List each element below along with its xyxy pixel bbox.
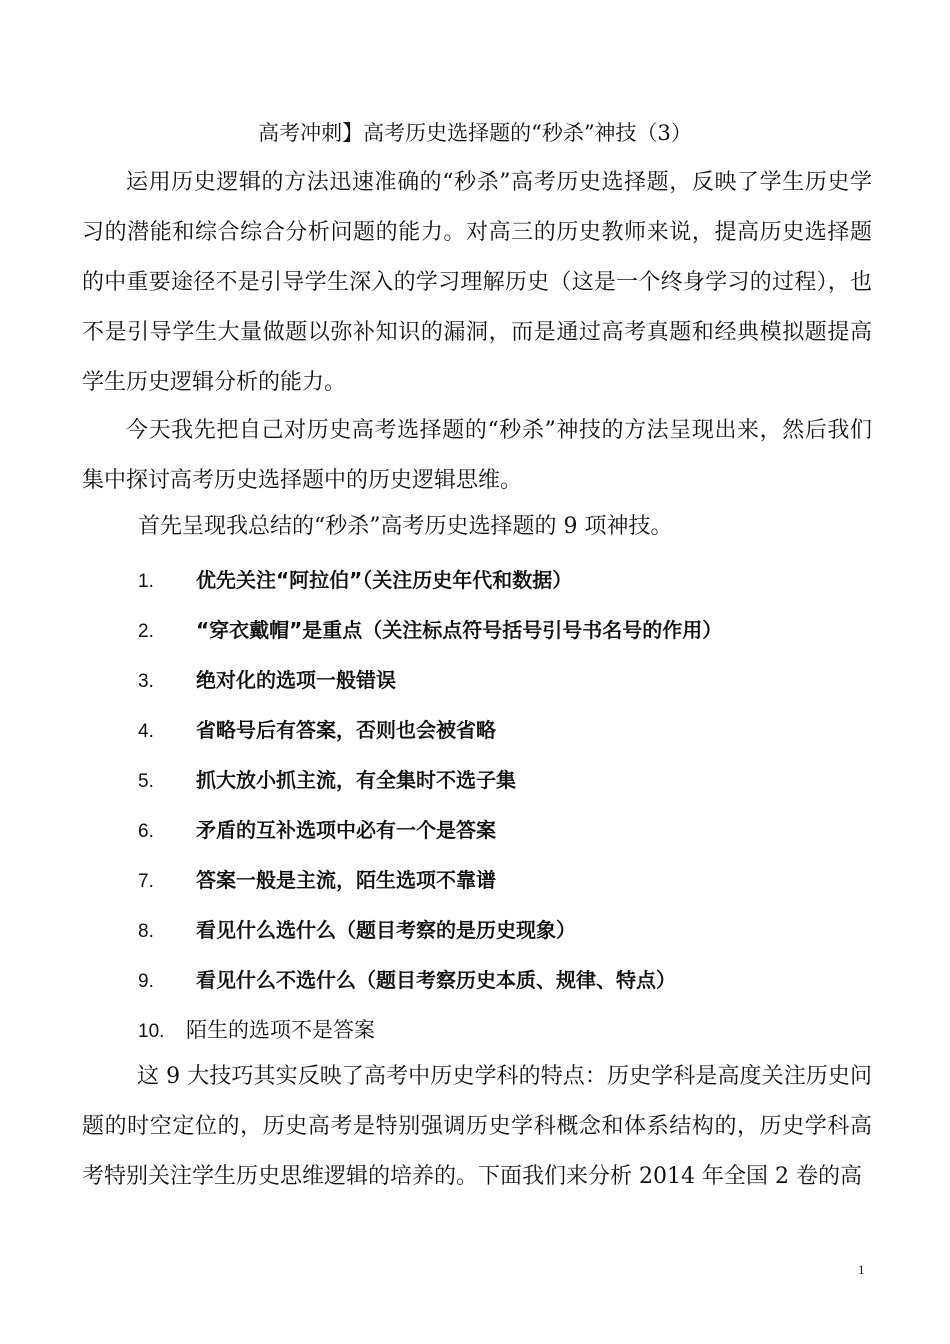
- page-number: 1: [858, 1262, 865, 1277]
- list-item-text: 抓大放小抓主流，有全集时不选子集: [196, 768, 516, 792]
- list-item: [138, 555, 878, 605]
- list-item: [138, 755, 878, 805]
- list-item-text: 矛盾的互补选项中必有一个是答案: [196, 818, 496, 842]
- list-item: [138, 955, 878, 1005]
- list-item-text: 省略号后有答案，否则也会被省略: [196, 718, 496, 742]
- list-item: [138, 1005, 878, 1055]
- list-item-number: 2.: [138, 621, 154, 642]
- list-item: [138, 905, 878, 955]
- tips-list: [138, 555, 878, 1055]
- list-item-text: 陌生的选项不是答案: [186, 1018, 375, 1042]
- list-item-number: 8.: [138, 921, 154, 942]
- list-item-number: 6.: [138, 821, 154, 842]
- list-item-number: 1.: [138, 571, 154, 592]
- list-item: [138, 805, 878, 855]
- list-item: [138, 655, 878, 705]
- list-item-number: 9.: [138, 971, 154, 992]
- list-item-number: 5.: [138, 771, 154, 792]
- paragraph-method: 今天我先把自己对历史高考选择题的“秒杀”神技的方法呈现出来，然后我们集中探讨高考历史选择题中的历史逻辑思维。: [82, 418, 872, 493]
- list-item-number: 4.: [138, 721, 154, 742]
- list-item-text: 绝对化的选项一般错误: [196, 668, 396, 692]
- list-item-number: 10.: [138, 1021, 165, 1042]
- paragraph-analysis: 这 9 大技巧其实反映了高考中历史学科的特点：历史学科是高度关注历史问题的时空定位的，历史高考是特别强调历史学科概念和体系结构的，历史学科高考特别关注学生历史思维逻辑的培养的。下面我们来分析 2014 年全国 2 卷的高: [82, 1064, 872, 1189]
- list-item-number: 3.: [138, 671, 154, 692]
- list-item-number: 7.: [138, 871, 154, 892]
- list-item-text: 答案一般是主流，陌生选项不靠谱: [196, 868, 496, 892]
- list-item-text: “穿衣戴帽”是重点（关注标点符号括号引号书名号的作用）: [196, 618, 723, 642]
- list-item-text: 看见什么选什么（题目考察的是历史现象）: [196, 918, 576, 942]
- list-item: [138, 605, 878, 655]
- list-item-text: 优先关注“阿拉伯”（关注历史年代和数据）: [196, 568, 573, 592]
- paragraph-intro: 运用历史逻辑的方法迅速准确的“秒杀”高考历史选择题，反映了学生历史学习的潜能和综合综合分析问题的能力。对高三的历史教师来说，提高历史选择题的中重要途径不是引导学生深入的学习理解历史（这是一个终身学习的过程），也不是引导学生大量做题以弥补知识的漏洞，而是通过高考真题和经典模拟题提高学生历史逻辑分析的能力。: [82, 170, 872, 395]
- list-item: [138, 705, 878, 755]
- list-item: [138, 855, 878, 905]
- paragraph-list-intro: 首先呈现我总结的“秒杀”高考历史选择题的 9 项神技。: [138, 514, 673, 539]
- list-item-text: 看见什么不选什么（题目考察历史本质、规律、特点）: [196, 968, 676, 992]
- document-title: 高考冲刺】高考历史选择题的“秒杀”神技（3）: [258, 121, 692, 145]
